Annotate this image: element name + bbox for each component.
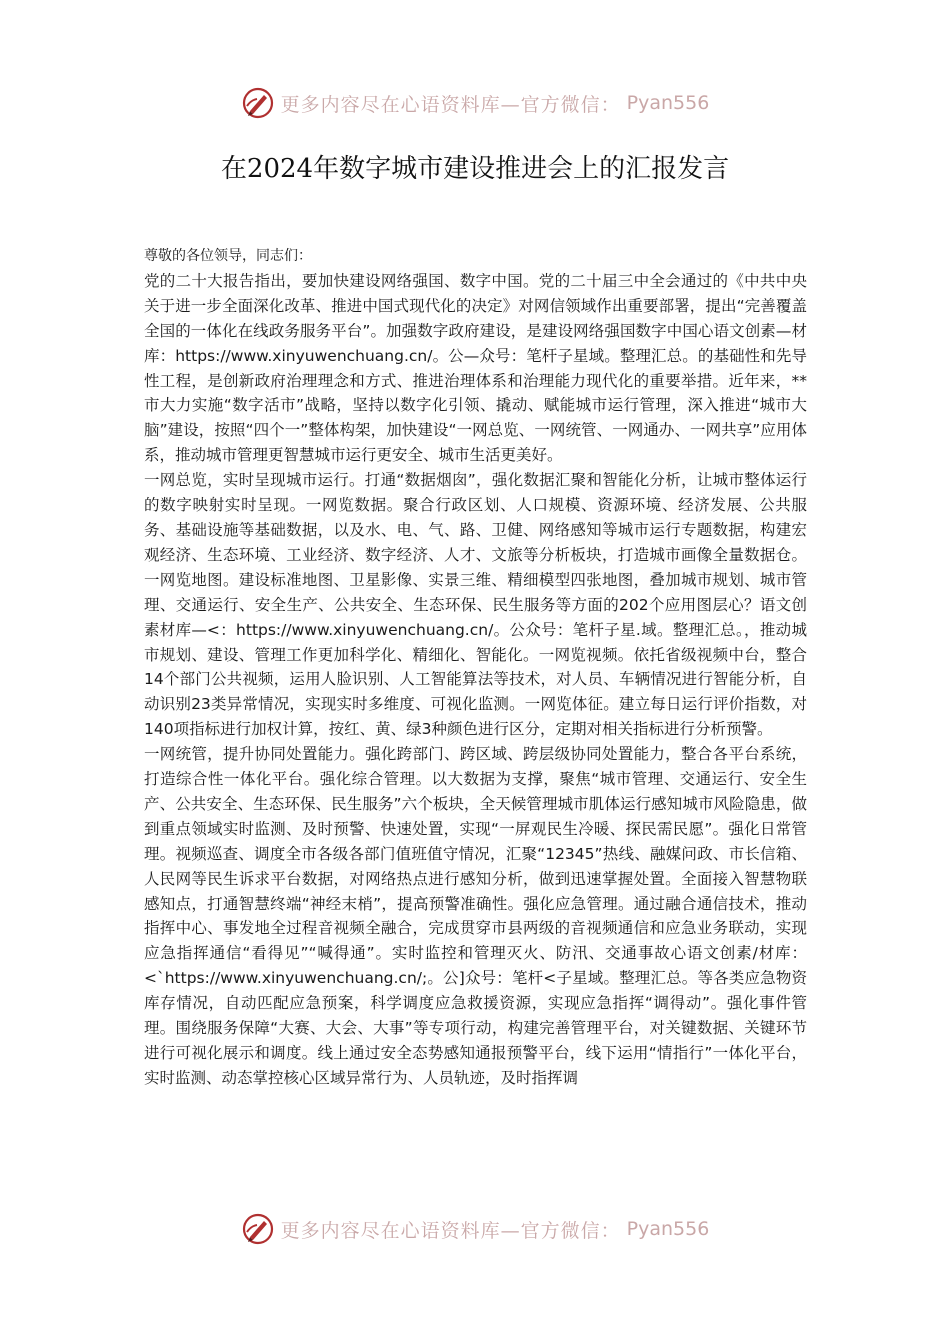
watermark-footer — [0, 1212, 950, 1246]
watermark-text: 更多内容尽在心语资料库—官方微信： — [280, 93, 621, 116]
watermark-wechat-id: Pyan556 — [626, 92, 710, 114]
document-title: 在2024年数字城市建设推进会上的汇报发言 — [220, 154, 730, 184]
paragraph-3: 一网统管，提升协同处置能力。强化跨部门、跨区域、跨层级协同处置能力，整合各平台系统，打造综合性一体化平台。强化综合管理。以大数据为支撑，聚焦“城市管理、交通运行、安全生产、公共安全、生态环保、民生服务”六个板块，全天候管理城市肌体运行感知城市风险隐患，做到重点领域实时监测、及时预警、快速处置，实现“一屏观民生冷暖、探民需民愿”。强化日常管理。视频巡查、调度全市各级各部门值班值守情况，汇聚“12345”热线、融媒问政、市长信箱、人民网等民生诉求平台数据，对网络热点进行感知分析，做到迅速掌握处置。全面接入智慧物联感知点，打通智慧终端“神经末梢”，提高预警准确性。强化应急管理。通过融合通信技术，推动指挥中心、事发地全过程音视频全融合，完成贯穿市县两级的音视频通信和应急业务联动，实现应急指挥通信“看得见”“喊得通”。实时监控和管理灭火、防汛、交通事故心语文创素/材库：<`https://www.xinyuwenchuang.cn/;。公]众号：笔杆<子星域。整理汇总。等各类应急物资库存情况，自动匹配应急预案，科学调度应急救援资源，实现应急指挥“调得动”。强化事件管理。围绕服务保障“大赛、大会、大事”等专项行动，构建完善管理平台，对关键数据、关键环节进行可视化展示和调度。线上通过安全态势感知通报预警平台，线下运用“情指行”一体化平台，实时监测、动态掌控核心区域异常行为、人员轨迹，及时指挥调 — [144, 745, 807, 1087]
pen-logo-icon — [241, 86, 275, 120]
paragraph-1: 党的二十大报告指出，要加快建设网络强国、数字中国。党的二十届三中全会通过的《中共中央关于进一步全面深化改革、推进中国式现代化的决定》对网信领域作出重要部署，提出“完善覆盖全国的一体化在线政务服务平台”。加强数字政府建设，是建设网络强国数字中国心语文创素—材库：https://www.xinyuwenchuang.cn/。公—众号：笔杆子星域。整理汇总。的基础性和先导性工程，是创新政府治理理念和方式、推进治理体系和治理能力现代化的重要举措。近年来，**市大力实施“数字活市”战略，坚持以数字化引领、撬动、赋能城市运行管理，深入推进“城市大脑”建设，按照“四个一”整体构架，加快建设“一网总览、一网统管、一网通办、一网共享”应用体系，推动城市管理更智慧城市运行更安全、城市生活更美好。 — [144, 271, 807, 465]
document-body — [144, 244, 807, 1091]
pen-logo-icon — [241, 1212, 275, 1246]
salutation: 尊敬的各位领导，同志们： — [144, 248, 312, 264]
paragraph-2: 一网总览，实时呈现城市运行。打通“数据烟囱”，强化数据汇聚和智能化分析，让城市整体运行的数字映射实时呈现。一网览数据。聚合行政区划、人口规模、资源环境、经济发展、公共服务、基础设施等基础数据，以及水、电、气、路、卫健、网络感知等城市运行专题数据，构建宏观经济、生态环境、工业经济、数字经济、人才、文旅等分析板块，打造城市画像全量数据仓。一网览地图。建设标准地图、卫星影像、实景三维、精细模型四张地图，叠加城市规划、城市管理、交通运行、安全生产、公共安全、生态环保、民生服务等方面的202个应用图层心？语文创素材库—<：https://www.xinyuwenchuang.cn/。公众号：笔杆子星.域。整理汇总。，推动城市规划、建设、管理工作更加科学化、精细化、智能化。一网览视频。依托省级视频中台，整合14个部门公共视频，运用人脸识别、人工智能算法等技术，对人员、车辆情况进行智能分析，自动识别23类异常情况，实现实时多维度、可视化监测。一网览体征。建立每日运行评价指数，对140项指标进行加权计算，按红、黄、绿3种颜色进行区分，定期对相关指标进行分析预警。 — [144, 471, 807, 739]
watermark-text: 更多内容尽在心语资料库—官方微信： — [280, 1219, 621, 1242]
watermark-header — [0, 86, 950, 120]
watermark-wechat-id: Pyan556 — [626, 1218, 710, 1240]
